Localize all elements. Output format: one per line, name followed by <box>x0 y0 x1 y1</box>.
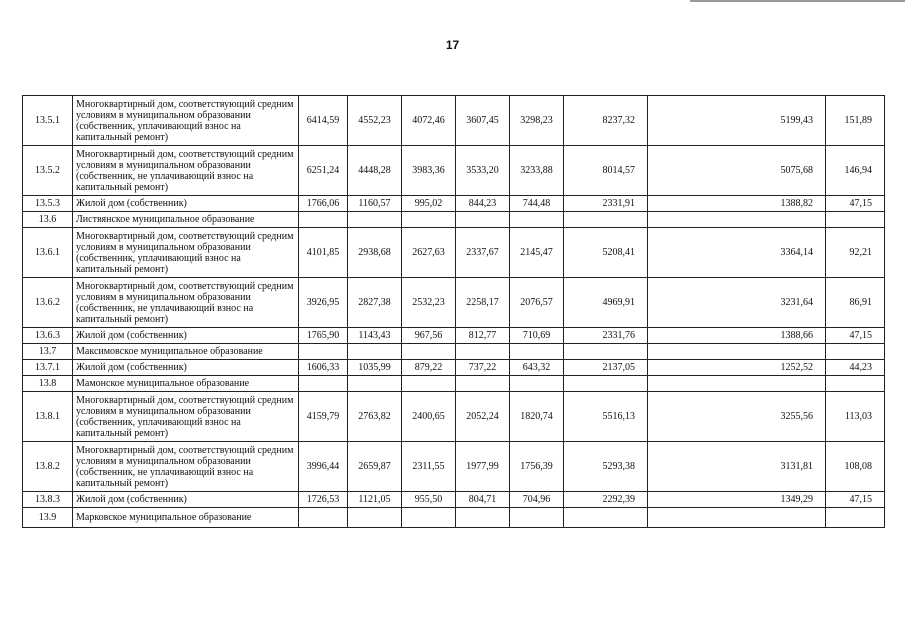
row-description: Марковское муниципальное образование <box>73 508 299 528</box>
row-value-2: 1143,43 <box>348 328 402 344</box>
row-value-4: 3533,20 <box>456 146 510 196</box>
row-value-7: 5199,43 <box>648 96 826 146</box>
empty-cell <box>826 376 885 392</box>
row-code: 13.7.1 <box>23 360 73 376</box>
row-value-5: 704,96 <box>510 492 564 508</box>
row-value-8: 108,08 <box>826 442 885 492</box>
row-description: Мамонское муниципальное образование <box>73 376 299 392</box>
empty-cell <box>564 508 648 528</box>
row-value-5: 744,48 <box>510 196 564 212</box>
empty-cell <box>826 344 885 360</box>
row-value-3: 955,50 <box>402 492 456 508</box>
row-value-8: 92,21 <box>826 228 885 278</box>
empty-cell <box>402 344 456 360</box>
row-description: Многоквартирный дом, соответствующий средним условиям в муниципальном образовании (собственник, не уплачивающий взнос на капитальный ремонт) <box>73 278 299 328</box>
empty-cell <box>564 376 648 392</box>
row-value-1: 1606,33 <box>299 360 348 376</box>
row-code: 13.6 <box>23 212 73 228</box>
row-value-5: 1756,39 <box>510 442 564 492</box>
row-value-7: 3231,64 <box>648 278 826 328</box>
row-value-2: 1160,57 <box>348 196 402 212</box>
row-value-6: 2137,05 <box>564 360 648 376</box>
row-value-5: 2145,47 <box>510 228 564 278</box>
row-value-4: 2337,67 <box>456 228 510 278</box>
row-code: 13.5.2 <box>23 146 73 196</box>
row-value-1: 1726,53 <box>299 492 348 508</box>
row-value-1: 4159,79 <box>299 392 348 442</box>
row-code: 13.5.3 <box>23 196 73 212</box>
empty-cell <box>402 508 456 528</box>
empty-cell <box>348 344 402 360</box>
table-row <box>23 146 885 196</box>
row-value-3: 2532,23 <box>402 278 456 328</box>
row-value-3: 995,02 <box>402 196 456 212</box>
row-value-1: 1765,90 <box>299 328 348 344</box>
empty-cell <box>648 376 826 392</box>
row-value-4: 844,23 <box>456 196 510 212</box>
row-value-2: 1121,05 <box>348 492 402 508</box>
row-value-3: 4072,46 <box>402 96 456 146</box>
row-value-8: 86,91 <box>826 278 885 328</box>
row-value-3: 3983,36 <box>402 146 456 196</box>
row-value-4: 1977,99 <box>456 442 510 492</box>
row-value-2: 4448,28 <box>348 146 402 196</box>
row-value-6: 2331,76 <box>564 328 648 344</box>
empty-cell <box>510 344 564 360</box>
empty-cell <box>510 376 564 392</box>
row-value-8: 47,15 <box>826 196 885 212</box>
row-code: 13.6.3 <box>23 328 73 344</box>
empty-cell <box>456 376 510 392</box>
empty-cell <box>648 508 826 528</box>
row-value-4: 804,71 <box>456 492 510 508</box>
row-value-8: 44,23 <box>826 360 885 376</box>
row-value-6: 4969,91 <box>564 278 648 328</box>
tariff-table <box>22 95 885 528</box>
row-value-6: 8237,32 <box>564 96 648 146</box>
empty-cell <box>299 376 348 392</box>
row-value-3: 2311,55 <box>402 442 456 492</box>
table-row <box>23 492 885 508</box>
empty-cell <box>456 508 510 528</box>
row-value-5: 3298,23 <box>510 96 564 146</box>
row-value-7: 1388,82 <box>648 196 826 212</box>
row-value-7: 1349,29 <box>648 492 826 508</box>
empty-cell <box>510 508 564 528</box>
row-code: 13.8.2 <box>23 442 73 492</box>
row-value-7: 1252,52 <box>648 360 826 376</box>
row-description: Многоквартирный дом, соответствующий средним условиям в муниципальном образовании (собственник, не уплачивающий взнос на капитальный ремонт) <box>73 146 299 196</box>
row-value-4: 812,77 <box>456 328 510 344</box>
page-number: 17 <box>445 38 460 52</box>
section-row <box>23 376 885 392</box>
row-code: 13.8.1 <box>23 392 73 442</box>
empty-cell <box>564 212 648 228</box>
row-value-5: 643,32 <box>510 360 564 376</box>
top-scan-line <box>690 0 905 2</box>
table-row <box>23 196 885 212</box>
row-value-1: 3996,44 <box>299 442 348 492</box>
row-value-2: 2659,87 <box>348 442 402 492</box>
row-value-1: 3926,95 <box>299 278 348 328</box>
row-description: Многоквартирный дом, соответствующий средним условиям в муниципальном образовании (собственник, уплачивающий взнос на капитальный ремонт) <box>73 228 299 278</box>
row-code: 13.6.2 <box>23 278 73 328</box>
row-code: 13.6.1 <box>23 228 73 278</box>
row-value-3: 2400,65 <box>402 392 456 442</box>
empty-cell <box>402 376 456 392</box>
empty-cell <box>564 344 648 360</box>
row-description: Жилой дом (собственник) <box>73 492 299 508</box>
row-value-5: 2076,57 <box>510 278 564 328</box>
empty-cell <box>299 212 348 228</box>
empty-cell <box>348 508 402 528</box>
row-value-7: 3364,14 <box>648 228 826 278</box>
row-value-7: 3255,56 <box>648 392 826 442</box>
row-description: Листвянское муниципальное образование <box>73 212 299 228</box>
row-value-6: 5208,41 <box>564 228 648 278</box>
section-row <box>23 212 885 228</box>
row-value-6: 2292,39 <box>564 492 648 508</box>
row-value-2: 4552,23 <box>348 96 402 146</box>
empty-cell <box>456 344 510 360</box>
row-code: 13.7 <box>23 344 73 360</box>
row-value-4: 2052,24 <box>456 392 510 442</box>
empty-cell <box>348 376 402 392</box>
table-row <box>23 278 885 328</box>
row-value-3: 2627,63 <box>402 228 456 278</box>
row-value-7: 3131,81 <box>648 442 826 492</box>
row-code: 13.8 <box>23 376 73 392</box>
row-value-4: 737,22 <box>456 360 510 376</box>
section-row <box>23 344 885 360</box>
row-code: 13.9 <box>23 508 73 528</box>
row-value-8: 146,94 <box>826 146 885 196</box>
empty-cell <box>826 212 885 228</box>
row-value-2: 2827,38 <box>348 278 402 328</box>
section-row <box>23 508 885 528</box>
row-description: Жилой дом (собственник) <box>73 328 299 344</box>
empty-cell <box>826 508 885 528</box>
row-code: 13.5.1 <box>23 96 73 146</box>
row-value-6: 2331,91 <box>564 196 648 212</box>
row-value-8: 113,03 <box>826 392 885 442</box>
row-value-6: 5293,38 <box>564 442 648 492</box>
row-value-7: 5075,68 <box>648 146 826 196</box>
row-description: Многоквартирный дом, соответствующий средним условиям в муниципальном образовании (собственник, не уплачивающий взнос на капитальный ремонт) <box>73 442 299 492</box>
empty-cell <box>510 212 564 228</box>
table-row <box>23 228 885 278</box>
table-row <box>23 442 885 492</box>
table-row <box>23 392 885 442</box>
row-value-1: 4101,85 <box>299 228 348 278</box>
table-row <box>23 96 885 146</box>
row-description: Многоквартирный дом, соответствующий средним условиям в муниципальном образовании (собственник, уплачивающий взнос на капитальный ремонт) <box>73 96 299 146</box>
empty-cell <box>648 212 826 228</box>
row-value-8: 151,89 <box>826 96 885 146</box>
row-value-5: 3233,88 <box>510 146 564 196</box>
empty-cell <box>402 212 456 228</box>
table-body <box>23 96 885 528</box>
row-value-1: 1766,06 <box>299 196 348 212</box>
row-value-7: 1388,66 <box>648 328 826 344</box>
empty-cell <box>348 212 402 228</box>
row-value-6: 5516,13 <box>564 392 648 442</box>
row-value-4: 2258,17 <box>456 278 510 328</box>
row-value-4: 3607,45 <box>456 96 510 146</box>
row-value-1: 6251,24 <box>299 146 348 196</box>
row-value-6: 8014,57 <box>564 146 648 196</box>
row-value-8: 47,15 <box>826 328 885 344</box>
empty-cell <box>648 344 826 360</box>
row-description: Многоквартирный дом, соответствующий средним условиям в муниципальном образовании (собственник, уплачивающий взнос на капитальный ремонт) <box>73 392 299 442</box>
row-value-2: 2938,68 <box>348 228 402 278</box>
row-code: 13.8.3 <box>23 492 73 508</box>
row-value-2: 1035,99 <box>348 360 402 376</box>
row-value-1: 6414,59 <box>299 96 348 146</box>
empty-cell <box>456 212 510 228</box>
empty-cell <box>299 508 348 528</box>
row-value-8: 47,15 <box>826 492 885 508</box>
row-value-5: 1820,74 <box>510 392 564 442</box>
table-row <box>23 328 885 344</box>
empty-cell <box>299 344 348 360</box>
row-value-3: 879,22 <box>402 360 456 376</box>
row-description: Жилой дом (собственник) <box>73 360 299 376</box>
row-value-5: 710,69 <box>510 328 564 344</box>
row-description: Максимовское муниципальное образование <box>73 344 299 360</box>
row-value-3: 967,56 <box>402 328 456 344</box>
table-row <box>23 360 885 376</box>
row-value-2: 2763,82 <box>348 392 402 442</box>
row-description: Жилой дом (собственник) <box>73 196 299 212</box>
